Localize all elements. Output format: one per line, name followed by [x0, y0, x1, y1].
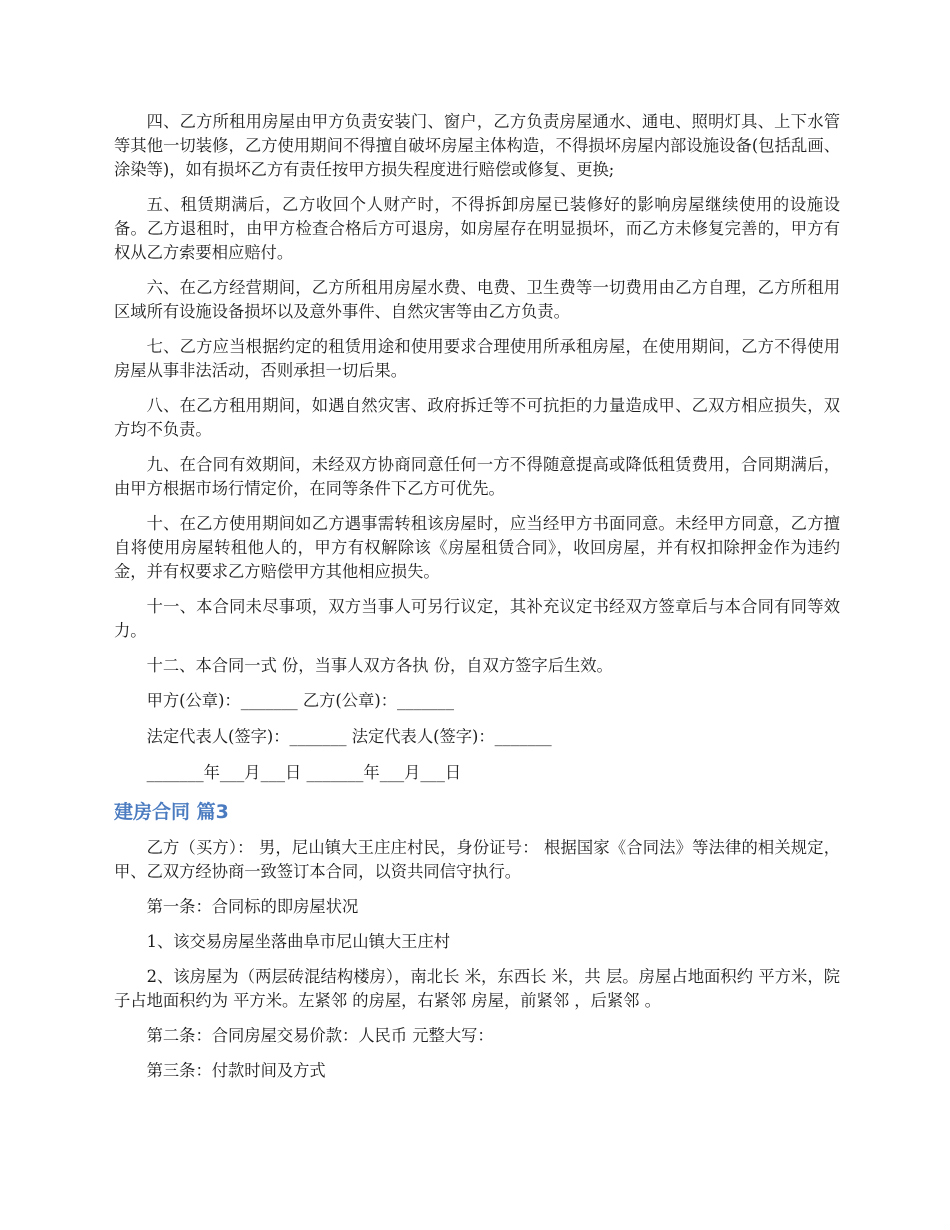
article-3-title: 第三条：付款时间及方式 — [146, 1061, 326, 1080]
signature-line-representative: 法定代表人(签字)：_______ 法定代表人(签字)：_______ — [146, 727, 552, 746]
signature-line-seal: 甲方(公章)：_______ 乙方(公章)：_______ — [146, 691, 454, 710]
clause-11: 十一、本合同未尽事项，双方当事人可另行议定，其补充议定书经双方签章后与本合同有同等效力。 — [114, 597, 840, 640]
article-2-title: 第二条：合同房屋交易价款：人民币 元整大写： — [146, 1026, 494, 1045]
clause-7: 七、乙方应当根据约定的租赁用途和使用要求合理使用所承租房屋，在使用期间，乙方不得使用房屋从事非法活动，否则承担一切后果。 — [114, 337, 840, 380]
article-1-item-2: 2、该房屋为（两层砖混结构楼房），南北长 米，东西长 米，共 层。房屋占地面积约 平方米，院子占地面积约为 平方米。左紧邻 的房屋，右紧邻 房屋，前紧邻 ，后紧邻 。 — [114, 967, 840, 1010]
clause-4: 四、乙方所租用房屋由甲方负责安装门、窗户，乙方负责房屋通水、通电、照明灯具、上下水管等其他一切装修，乙方使用期间不得擅自破坏房屋主体构造，不得损坏房屋内部设施设备(包括乱画、涂染等)，如有损坏乙方有责任按甲方损失程度进行赔偿或修复、更换; — [114, 112, 840, 179]
document-body — [114, 110, 840, 1094]
clause-8: 八、在乙方租用期间，如遇自然灾害、政府拆迁等不可抗拒的力量造成甲、乙双方相应损失，双方均不负责。 — [114, 396, 840, 439]
clause-10: 十、在乙方使用期间如乙方遇事需转租该房屋时，应当经甲方书面同意。未经甲方同意，乙方擅自将使用房屋转租他人的，甲方有权解除该《房屋租赁合同》，收回房屋，并有权扣除押金作为违约金，并有权要求乙方赔偿甲方其他相应损失。 — [114, 514, 840, 581]
buyer-intro: 乙方（买方）： 男，尼山镇大王庄庄村民，身份证号： 根据国家《合同法》等法律的相关规定，甲、乙双方经协商一致签订本合同，以资共同信守执行。 — [114, 838, 840, 881]
clause-9: 九、在合同有效期间，未经双方协商同意任何一方不得随意提高或降低租赁费用，合同期满后，由甲方根据市场行情定价，在同等条件下乙方可优先。 — [114, 455, 840, 498]
clause-6: 六、在乙方经营期间，乙方所租用房屋水费、电费、卫生费等一切费用由乙方自理，乙方所租用区域所有设施设备损坏以及意外事件、自然灾害等由乙方负责。 — [114, 278, 840, 321]
section-heading: 建房合同 篇3 — [114, 801, 229, 823]
article-1-item-1: 1、该交易房屋坐落曲阜市尼山镇大王庄村 — [146, 932, 451, 951]
article-1-title: 第一条：合同标的即房屋状况 — [146, 897, 359, 916]
clause-5: 五、租赁期满后，乙方收回个人财产时，不得拆卸房屋已装修好的影响房屋继续使用的设施设备。乙方退租时，由甲方检查合格后方可退房，如房屋存在明显损坏，而乙方未修复完善的，甲方有权从乙方索要相应赔付。 — [114, 195, 840, 262]
signature-line-date: _______年___月___日 _______年___月___日 — [146, 763, 462, 782]
clause-12: 十二、本合同一式 份，当事人双方各执 份，自双方签字后生效。 — [146, 656, 613, 675]
